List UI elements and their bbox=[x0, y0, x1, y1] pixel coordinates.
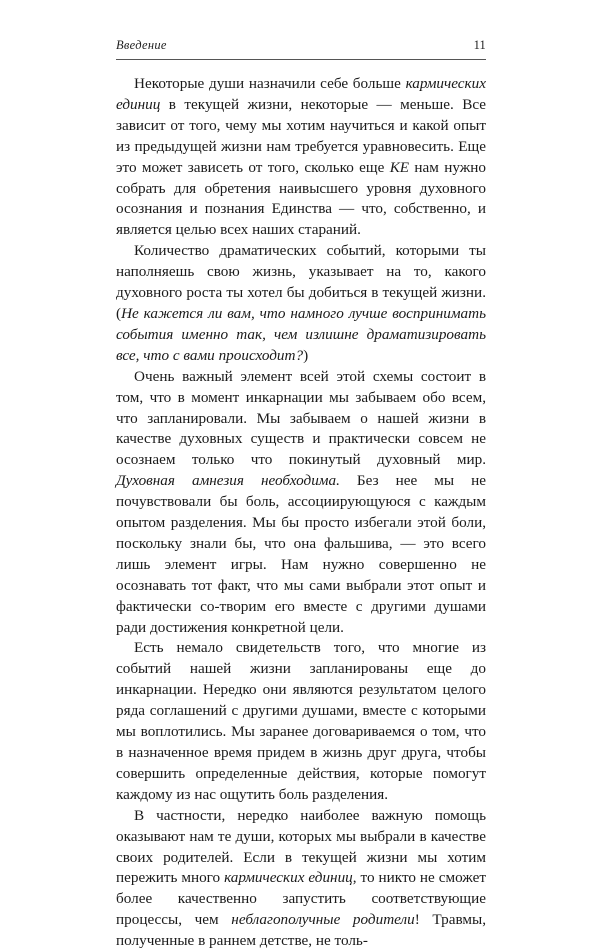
text-run: в текущей жизни, некоторые — меньше. Все зависит от того, чему мы хотим научиться и какой опыт из предыдущей жизни нам требуется уравновесить. Еще это может зависеть от того, сколько еще bbox=[116, 95, 486, 176]
paragraph bbox=[116, 367, 486, 639]
section-title: Введение bbox=[116, 38, 167, 52]
text-run: Очень важный элемент всей этой схемы состоит в том, что в момент инкарнации мы забываем обо всем, что запланировали. Мы забываем о нашей жизни в качестве духовных существ и практически совсем не осознаем только что покинутый духовный мир. bbox=[116, 367, 486, 469]
text-run: ) bbox=[303, 346, 309, 364]
page-number: 11 bbox=[473, 38, 486, 52]
text-run: Без нее мы не почувствовали бы боль, ассоциирующуюся с каждым опытом разделения. Мы бы просто избегали этой боли, поскольку знали бы, что она фальшива, — это всего лишь элемент игры. Нам нужно совершенно не осознавать тот факт, что мы сами выбрали этот опыт и фактически со-творим его вместе с другими душами ради достижения конкретной цели. bbox=[116, 472, 486, 636]
text-run: нам нужно собрать для обретения наивысшего уровня духовного осознания и познания Единства — что, собственно, и является целью всех наших стараний. bbox=[116, 158, 486, 239]
italic-run: неблагополучные родители bbox=[231, 911, 415, 929]
italic-run: Не кажется ли вам, что намного лучше воспринимать события именно так, чем излишне драматизировать все, что с вами происходит? bbox=[116, 304, 486, 364]
italic-run: кармических единиц bbox=[224, 869, 353, 887]
body-text bbox=[116, 74, 486, 952]
italic-run: Духовная амнезия необходима. bbox=[116, 472, 340, 490]
text-run: В частности, нередко наиболее важную помощь оказывают нам те души, которых мы выбрали в качестве своих родителей. Если в текущей жизни мы хотим пережить много bbox=[116, 806, 486, 887]
text-run: , то никто не сможет более качественно запустить соответствующие процессы, чем bbox=[116, 869, 486, 929]
text-run: Есть немало свидетельств того, что многие из событий нашей жизни запланированы еще до инкарнации. Нередко они являются результатом целого ряда соглашений с другими душами, вместе с которыми мы воплотились. Мы заранее договариваемся о том, что в назначенное время придем в жизнь друг друга, чтобы совершить определенные действия, которые помогут каждому из нас ощутить боль разделения. bbox=[116, 639, 486, 803]
running-head bbox=[116, 38, 486, 60]
text-run: Некоторые души назначили себе больше bbox=[134, 75, 406, 92]
paragraph bbox=[116, 638, 486, 805]
paragraph bbox=[116, 241, 486, 366]
book-page bbox=[116, 38, 486, 952]
italic-run: кармических единиц bbox=[116, 75, 486, 113]
paragraph bbox=[116, 806, 486, 952]
paragraph bbox=[116, 74, 486, 241]
text-run: ! Травмы, полученные в раннем детстве, не толь- bbox=[116, 911, 486, 950]
italic-run: КЕ bbox=[389, 158, 410, 176]
text-run: Количество драматических событий, которыми ты наполняешь свою жизнь, указывает на то, какого духовного роста ты хотел бы добиться в текущей жизни. ( bbox=[116, 242, 486, 322]
